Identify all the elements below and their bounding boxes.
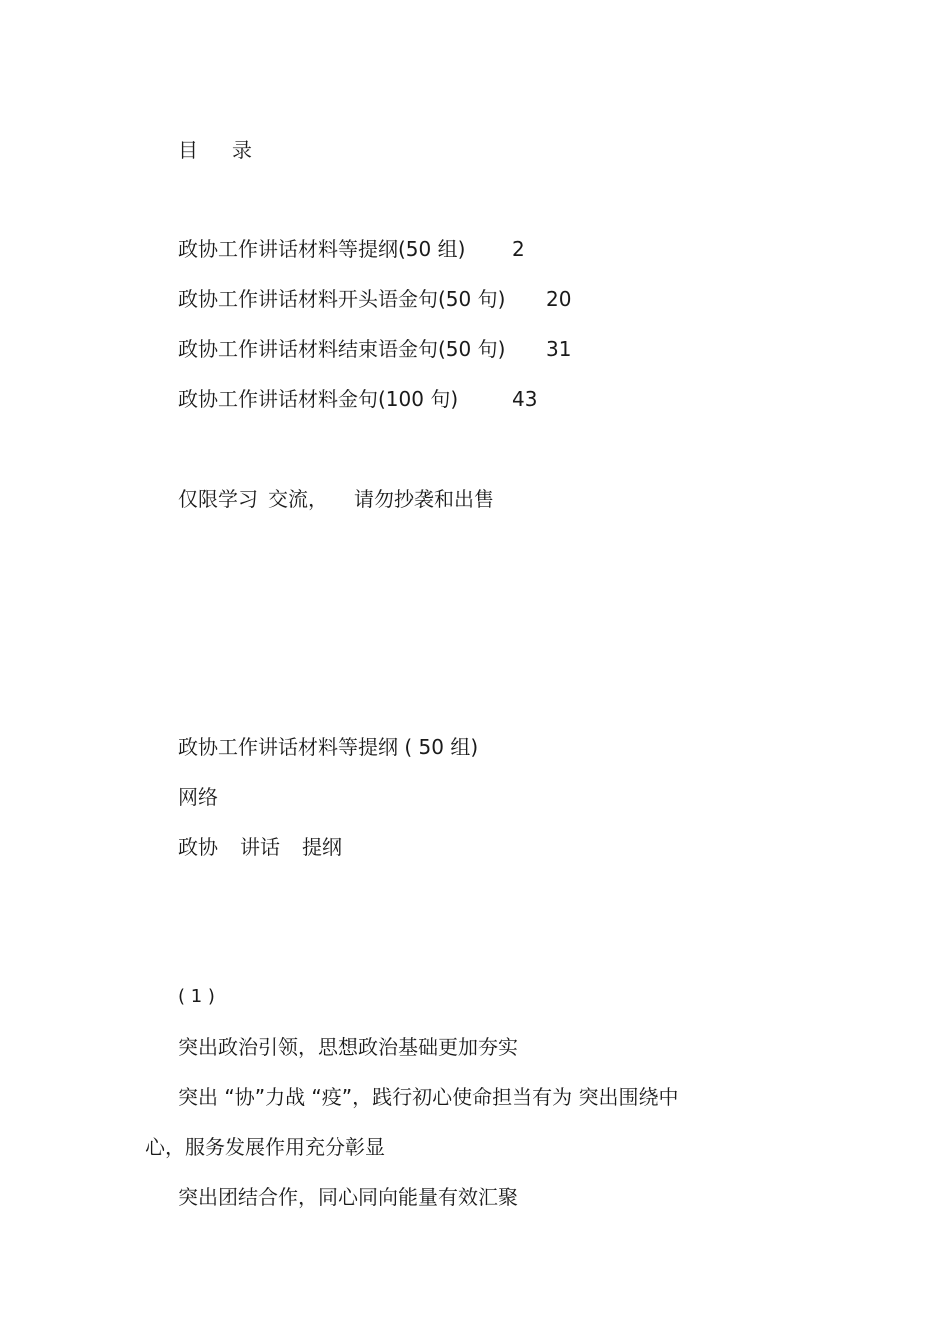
tag: 政协 — [178, 835, 218, 859]
toc-item — [178, 285, 572, 313]
toc-item-page: 20 — [546, 287, 572, 311]
toc-item — [178, 385, 538, 413]
tag: 讲话 — [240, 835, 280, 859]
section-tags — [178, 833, 342, 861]
tag: 提纲 — [302, 835, 342, 859]
toc-item-page: 43 — [512, 387, 538, 411]
toc-title-part-1: 目 — [178, 138, 198, 162]
toc-item — [178, 335, 572, 363]
toc-item-page: 31 — [546, 337, 572, 361]
section-heading: 政协工作讲话材料等提纲 ( 50 组) — [178, 735, 479, 759]
toc-title-part-2: 录 — [232, 138, 252, 162]
body-paragraph: 突出政治引领，思想政治基础更加夯实 — [178, 1035, 518, 1059]
section-source: 网络 — [178, 785, 218, 809]
body-paragraph: 突出 “协”力战 “疫”，践行初心使命担当有为 突出围绕中 — [178, 1085, 679, 1109]
notice-part-1: 仅限学习 — [178, 487, 258, 511]
body-paragraph: 突出团结合作，同心同向能量有效汇聚 — [178, 1185, 518, 1209]
toc-item-label: 政协工作讲话材料等提纲(50 组) — [178, 237, 466, 261]
usage-notice — [178, 485, 494, 513]
toc-item — [178, 235, 525, 263]
toc-item-label: 政协工作讲话材料结束语金句(50 句) — [178, 337, 506, 361]
toc-item-page: 2 — [512, 237, 525, 261]
notice-part-2: 交流， — [268, 487, 328, 511]
toc-title — [178, 136, 252, 164]
toc-item-label: 政协工作讲话材料金句(100 句) — [178, 387, 459, 411]
notice-part-3: 请勿抄袭和出售 — [354, 487, 494, 511]
toc-item-label: 政协工作讲话材料开头语金句(50 句) — [178, 287, 506, 311]
item-number: ( 1 ) — [178, 986, 215, 1007]
body-paragraph-continuation: 心，服务发展作用充分彰显 — [145, 1135, 385, 1159]
